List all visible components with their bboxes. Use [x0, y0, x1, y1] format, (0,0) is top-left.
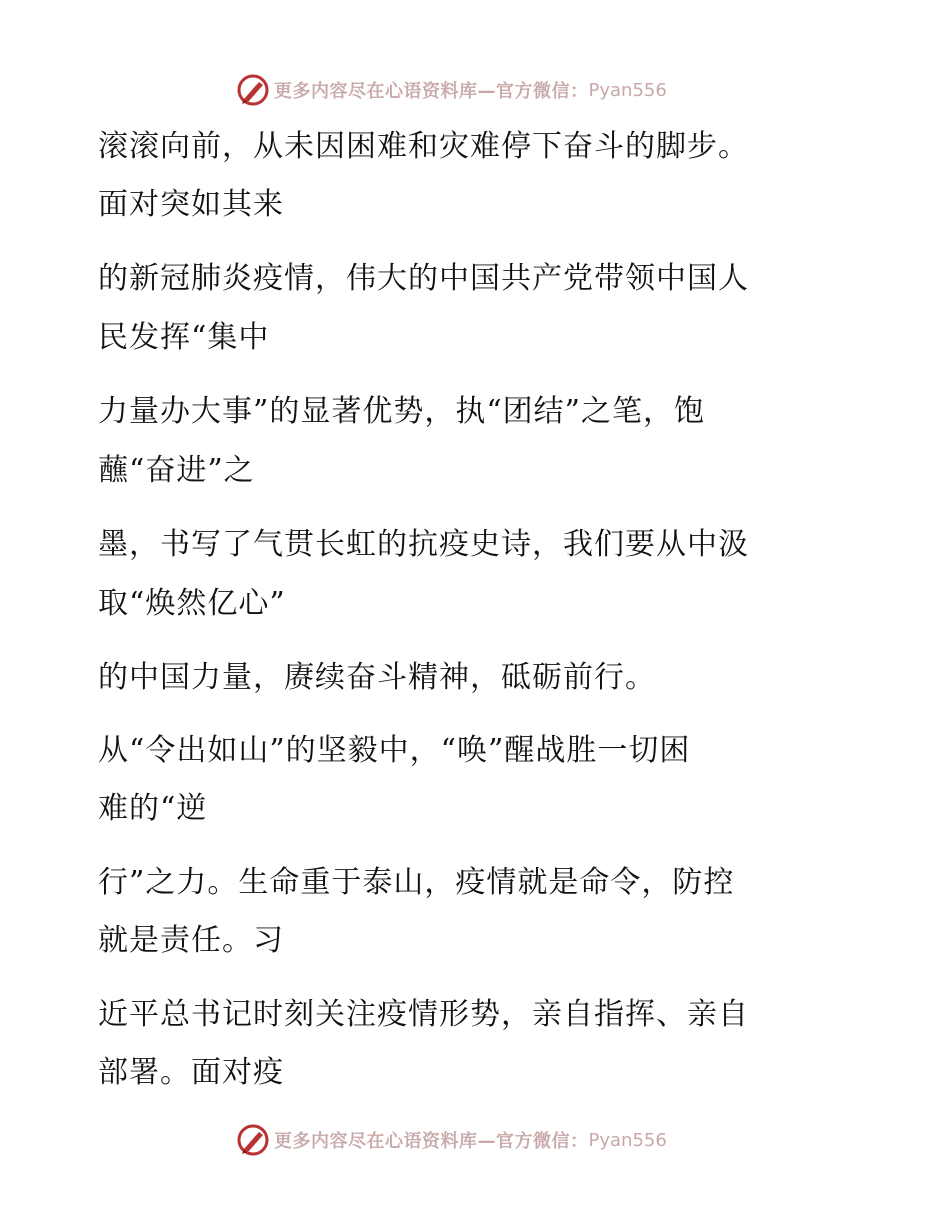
watermark-contact: Pyan556 — [588, 1129, 667, 1151]
footer-watermark — [236, 1123, 667, 1157]
body-line: 民发挥“集中 — [98, 320, 270, 355]
body-line: 的中国力量，赓续奋斗精神，砥砺前行。 — [98, 660, 656, 695]
body-line: 墨，书写了气贯长虹的抗疫史诗，我们要从中汲 — [98, 527, 749, 562]
pen-logo-icon — [236, 1123, 270, 1157]
watermark-text: 更多内容尽在心语资料库—官方微信： — [274, 1131, 589, 1152]
body-line: 就是责任。习 — [98, 923, 284, 958]
body-line: 的新冠肺炎疫情，伟大的中国共产党带领中国人 — [98, 261, 749, 296]
body-line: 难的“逆 — [98, 791, 208, 826]
body-line: 行”之力。生命重于泰山，疫情就是命令，防控 — [98, 865, 735, 900]
body-line: 滚滚向前，从未因困难和灾难停下奋斗的脚步。 — [98, 129, 749, 164]
watermark-contact: Pyan556 — [588, 79, 667, 101]
body-line: 从“令出如山”的坚毅中，“唤”醒战胜一切困 — [98, 733, 691, 768]
body-line: 力量办大事”的显著优势，执“团结”之笔，饱 — [98, 394, 706, 429]
pen-logo-icon — [236, 73, 270, 107]
header-watermark — [236, 73, 667, 107]
body-line: 近平总书记时刻关注疫情形势，亲自指挥、亲自 — [98, 997, 749, 1032]
watermark-text: 更多内容尽在心语资料库—官方微信： — [274, 81, 589, 102]
body-line: 蘸“奋进”之 — [98, 453, 255, 488]
body-line: 取“焕然亿心” — [98, 586, 286, 621]
body-line: 面对突如其来 — [98, 187, 284, 222]
body-line: 部署。面对疫 — [98, 1055, 284, 1090]
